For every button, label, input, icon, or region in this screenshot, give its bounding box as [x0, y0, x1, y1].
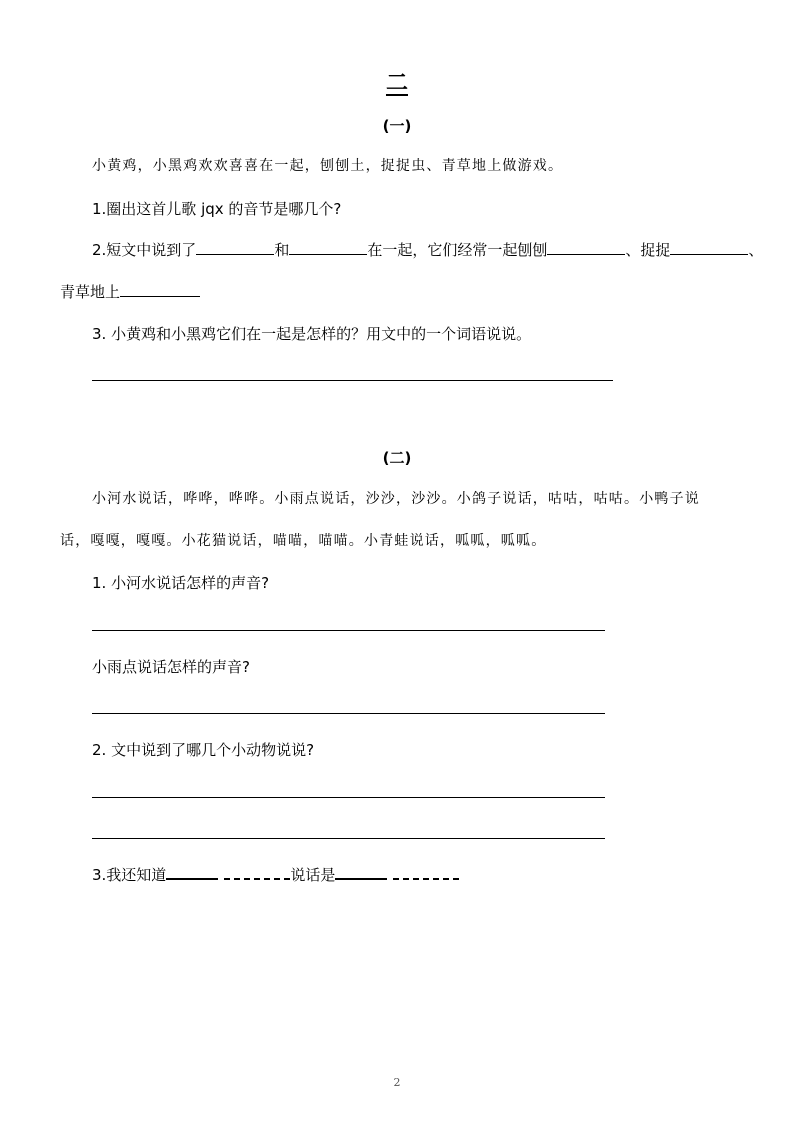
section2-question-1: 1. 小河水说话怎样的声音? — [92, 574, 270, 592]
answer-line[interactable] — [92, 380, 613, 381]
answer-line[interactable] — [92, 713, 605, 714]
q2-text-1: 2.短文中说到了 — [92, 241, 197, 259]
section1-heading: (一) — [382, 117, 412, 135]
q2-text-5: 、 — [748, 241, 764, 259]
answer-blank[interactable] — [196, 253, 274, 255]
answer-blank[interactable] — [670, 253, 748, 255]
page-title: 二 — [385, 71, 408, 96]
section1-question-2-line1 — [92, 239, 763, 260]
answer-blank[interactable] — [166, 877, 218, 880]
q2-text-4: 、捉捉 — [625, 241, 671, 259]
q2-text-3: 在一起，它们经常一起刨刨 — [367, 241, 548, 259]
answer-blank[interactable] — [393, 877, 459, 880]
section2-passage-line2: 话，嘎嘎，嘎嘎。小花猫说话，喵喵，喵喵。小青蛙说话，呱呱，呱呱。 — [60, 533, 547, 549]
answer-line[interactable] — [92, 797, 605, 798]
section2-question-3 — [92, 864, 459, 885]
section2-passage-line1: 小河水说话，哗哗，哗哗。小雨点说话，沙沙，沙沙。小鸽子说话，咕咕，咕咕。小鸭子说 — [92, 491, 700, 507]
section2-question-2: 2. 文中说到了哪几个小动物说说? — [92, 741, 315, 759]
section1-passage: 小黄鸡，小黑鸡欢欢喜喜在一起，刨刨土，捉捉虫、青草地上做游戏。 — [92, 158, 564, 174]
answer-blank[interactable] — [224, 877, 290, 880]
answer-blank[interactable] — [547, 253, 625, 255]
q2-text-6: 青草地上 — [60, 283, 121, 301]
page-number: 2 — [393, 1076, 401, 1089]
section2-question-1b: 小雨点说话怎样的声音? — [92, 658, 250, 676]
answer-line[interactable] — [92, 838, 605, 839]
section1-question-1: 1.圈出这首儿歌 jqx 的音节是哪几个? — [92, 200, 342, 218]
answer-blank[interactable] — [335, 877, 387, 880]
answer-line[interactable] — [92, 630, 605, 631]
q2-text-2: 和 — [274, 241, 290, 259]
section1-question-2-line2 — [60, 281, 200, 302]
answer-blank[interactable] — [289, 253, 367, 255]
answer-blank[interactable] — [120, 295, 200, 297]
q3-text-1: 3.我还知道 — [92, 866, 167, 884]
section2-heading: (二) — [382, 449, 412, 467]
q3-text-2: 说话是 — [290, 866, 336, 884]
section1-question-3: 3. 小黄鸡和小黑鸡它们在一起是怎样的？用文中的一个词语说说。 — [92, 325, 532, 343]
